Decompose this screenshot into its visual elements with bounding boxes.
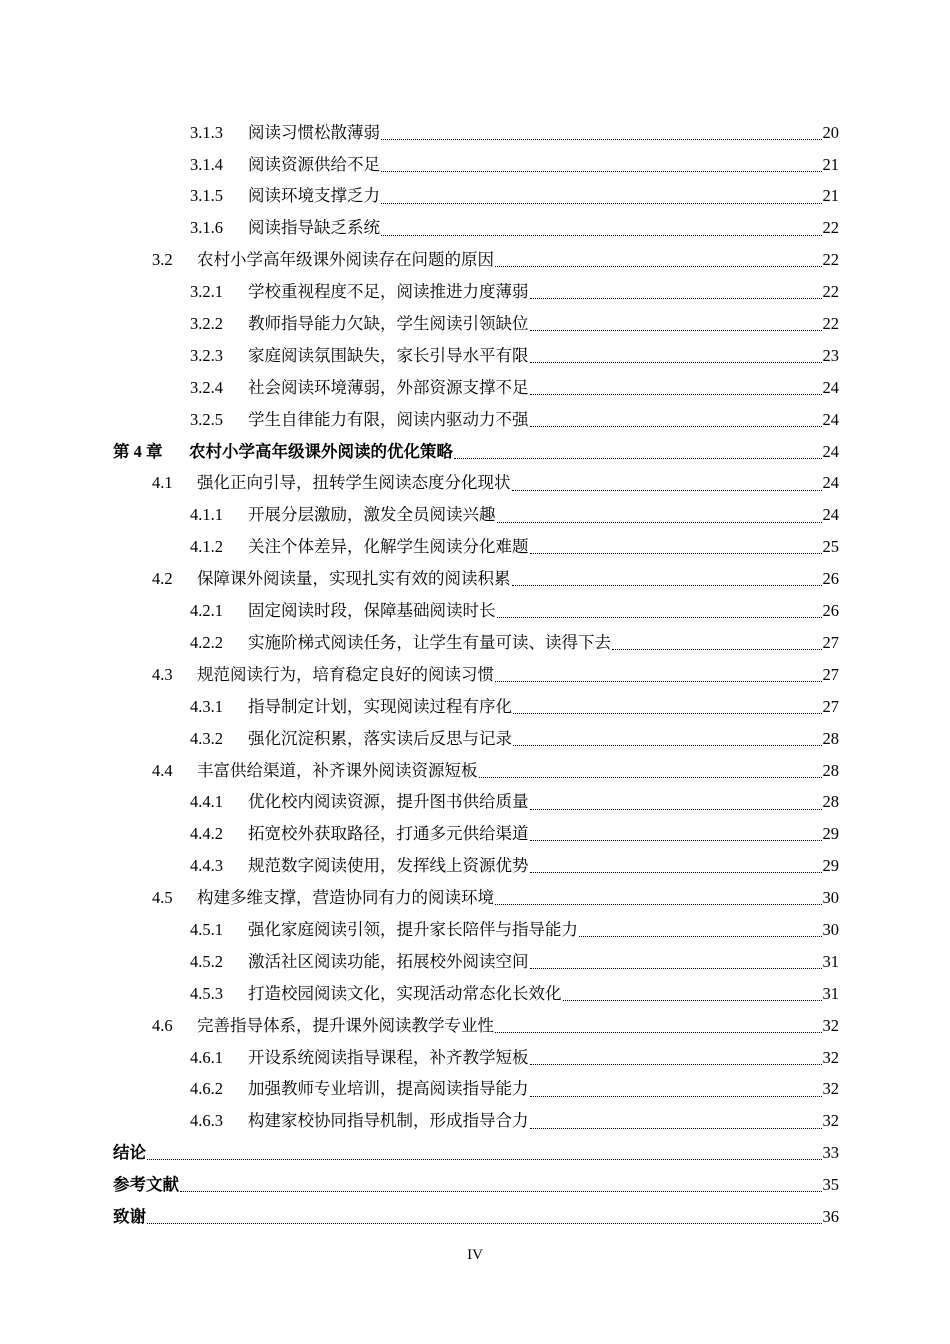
toc-dot-leader xyxy=(530,394,822,395)
toc-entry-title: 强化正向引导，扭转学生阅读态度分化现状 xyxy=(197,473,511,493)
toc-entry-number: 4.6 xyxy=(152,1015,173,1035)
toc-entry-title: 构建家校协同指导机制，形成指导合力 xyxy=(248,1111,529,1131)
toc-entry-page: 21 xyxy=(822,186,839,206)
toc-entry-page: 22 xyxy=(822,250,839,270)
toc-entry-title: 农村小学高年级课外阅读的优化策略 xyxy=(189,441,453,461)
toc-entry-number: 3.2 xyxy=(152,250,173,270)
toc-entry-number: 4.3.2 xyxy=(190,728,223,748)
toc-entry-title: 教师指导能力欠缺，学生阅读引领缺位 xyxy=(248,314,529,334)
toc-entry-title: 农村小学高年级课外阅读存在问题的原因 xyxy=(197,250,494,270)
toc-entry-page: 32 xyxy=(822,1079,839,1099)
toc-entry-title: 阅读环境支撑乏力 xyxy=(248,186,380,206)
toc-entry-page: 30 xyxy=(822,888,839,908)
toc-entry-number: 3.2.1 xyxy=(190,282,223,302)
toc-entry-title: 强化家庭阅读引领，提升家长陪伴与指导能力 xyxy=(248,919,578,939)
toc-entry-title: 开展分层激励，激发全员阅读兴趣 xyxy=(248,505,496,525)
table-of-contents xyxy=(0,117,950,1233)
toc-entry-number: 4.2.1 xyxy=(190,601,223,621)
toc-entry-title: 阅读习惯松散薄弱 xyxy=(248,122,380,142)
toc-entry-number: 3.1.6 xyxy=(190,218,223,238)
toc-entry-page: 27 xyxy=(822,664,839,684)
toc-dot-leader xyxy=(530,330,822,331)
toc-entry-title: 学校重视程度不足，阅读推进力度薄弱 xyxy=(248,282,529,302)
toc-entry[interactable] xyxy=(0,372,950,404)
toc-dot-leader xyxy=(530,1064,822,1065)
toc-entry-title: 完善指导体系，提升课外阅读教学专业性 xyxy=(197,1015,494,1035)
toc-entry-number: 4.6.2 xyxy=(190,1079,223,1099)
toc-entry[interactable] xyxy=(0,627,950,659)
page-number: IV xyxy=(467,1247,483,1263)
toc-entry-number: 4.4.1 xyxy=(190,792,223,812)
toc-entry[interactable] xyxy=(0,850,950,882)
toc-entry-page: 26 xyxy=(822,601,839,621)
toc-entry[interactable] xyxy=(0,1010,950,1042)
toc-entry-number: 4.5.3 xyxy=(190,983,223,1003)
toc-entry-title: 规范阅读行为，培育稳定良好的阅读习惯 xyxy=(197,664,494,684)
toc-entry[interactable] xyxy=(0,819,950,851)
toc-entry-title: 实施阶梯式阅读任务，让学生有量可读、读得下去 xyxy=(248,632,611,652)
toc-entry-title: 优化校内阅读资源，提升图书供给质量 xyxy=(248,792,529,812)
toc-entry-page: 30 xyxy=(822,919,839,939)
toc-dot-leader xyxy=(530,968,822,969)
toc-entry-page: 32 xyxy=(822,1111,839,1131)
toc-entry[interactable] xyxy=(0,1106,950,1138)
toc-entry-number: 4.4.3 xyxy=(190,856,223,876)
toc-entry-page: 31 xyxy=(822,951,839,971)
toc-dot-leader xyxy=(579,936,822,937)
toc-entry-number: 4.6.3 xyxy=(190,1111,223,1131)
toc-entry-title: 打造校园阅读文化，实现活动常态化长效化 xyxy=(248,983,562,1003)
toc-entry-title: 固定阅读时段，保障基础阅读时长 xyxy=(248,601,496,621)
toc-entry[interactable] xyxy=(0,1042,950,1074)
toc-dot-leader xyxy=(612,649,822,650)
toc-dot-leader xyxy=(530,298,822,299)
toc-entry[interactable] xyxy=(0,532,950,564)
toc-dot-leader xyxy=(530,553,822,554)
toc-entry-page: 22 xyxy=(822,282,839,302)
toc-entry-number: 4.4 xyxy=(152,760,173,780)
toc-entry[interactable] xyxy=(0,787,950,819)
toc-entry-page: 20 xyxy=(822,122,839,142)
toc-entry-number: 4.1.1 xyxy=(190,505,223,525)
toc-dot-leader xyxy=(530,1096,822,1097)
toc-entry[interactable] xyxy=(0,436,950,468)
toc-entry[interactable] xyxy=(0,1169,950,1201)
toc-entry-page: 26 xyxy=(822,569,839,589)
toc-entry-page: 22 xyxy=(822,314,839,334)
toc-entry-page: 29 xyxy=(822,856,839,876)
toc-entry[interactable] xyxy=(0,340,950,372)
toc-entry-number: 3.2.4 xyxy=(190,377,223,397)
toc-entry-page: 28 xyxy=(822,760,839,780)
toc-entry-title: 关注个体差异，化解学生阅读分化难题 xyxy=(248,537,529,557)
toc-entry-page: 32 xyxy=(822,1047,839,1067)
toc-dot-leader xyxy=(530,840,822,841)
toc-entry[interactable] xyxy=(0,1201,950,1233)
toc-entry-number: 第 4 章 xyxy=(113,441,163,461)
toc-dot-leader xyxy=(495,681,822,682)
toc-dot-leader xyxy=(530,872,822,873)
toc-entry-title: 家庭阅读氛围缺失，家长引导水平有限 xyxy=(248,345,529,365)
toc-dot-leader xyxy=(147,1223,822,1224)
toc-dot-leader xyxy=(381,235,822,236)
toc-entry-page: 24 xyxy=(822,473,839,493)
toc-entry-title: 丰富供给渠道，补齐课外阅读资源短板 xyxy=(197,760,478,780)
toc-dot-leader xyxy=(495,1032,822,1033)
toc-entry-page: 24 xyxy=(822,377,839,397)
toc-dot-leader xyxy=(497,617,822,618)
toc-dot-leader xyxy=(563,1000,822,1001)
toc-entry[interactable] xyxy=(0,181,950,213)
toc-dot-leader xyxy=(530,809,822,810)
toc-entry[interactable] xyxy=(0,691,950,723)
toc-entry-number: 3.1.3 xyxy=(190,122,223,142)
toc-dot-leader xyxy=(454,458,822,459)
toc-entry-page: 32 xyxy=(822,1015,839,1035)
toc-entry-number: 4.6.1 xyxy=(190,1047,223,1067)
toc-entry-number: 4.3 xyxy=(152,664,173,684)
toc-dot-leader xyxy=(530,362,822,363)
toc-entry-number: 3.1.4 xyxy=(190,154,223,174)
toc-dot-leader xyxy=(530,426,822,427)
toc-entry[interactable] xyxy=(0,659,950,691)
toc-entry-page: 27 xyxy=(822,696,839,716)
toc-entry[interactable] xyxy=(0,563,950,595)
toc-dot-leader xyxy=(512,585,822,586)
toc-entry-page: 24 xyxy=(822,441,839,461)
toc-entry-title: 保障课外阅读量，实现扎实有效的阅读积累 xyxy=(197,569,511,589)
toc-entry-title: 构建多维支撑，营造协同有力的阅读环境 xyxy=(197,888,494,908)
toc-entry-page: 24 xyxy=(822,409,839,429)
toc-entry-page: 21 xyxy=(822,154,839,174)
toc-entry-title: 指导制定计划，实现阅读过程有序化 xyxy=(248,696,512,716)
toc-entry-number: 4.5.1 xyxy=(190,919,223,939)
toc-entry-page: 25 xyxy=(822,537,839,557)
toc-entry-number: 4.5.2 xyxy=(190,951,223,971)
toc-dot-leader xyxy=(512,490,822,491)
toc-dot-leader xyxy=(381,171,822,172)
toc-dot-leader xyxy=(497,522,822,523)
toc-entry-number: 3.2.5 xyxy=(190,409,223,429)
toc-entry-page: 28 xyxy=(822,792,839,812)
toc-entry-page: 24 xyxy=(822,505,839,525)
toc-entry[interactable] xyxy=(0,468,950,500)
toc-entry[interactable] xyxy=(0,978,950,1010)
toc-entry-title: 社会阅读环境薄弱，外部资源支撑不足 xyxy=(248,377,529,397)
toc-entry[interactable] xyxy=(0,149,950,181)
toc-entry-number: 4.5 xyxy=(152,888,173,908)
toc-entry-page: 28 xyxy=(822,728,839,748)
toc-entry-number: 4.2.2 xyxy=(190,632,223,652)
toc-entry[interactable] xyxy=(0,946,950,978)
toc-entry-page: 31 xyxy=(822,983,839,1003)
toc-entry-page: 29 xyxy=(822,824,839,844)
toc-entry-number: 4.2 xyxy=(152,569,173,589)
toc-entry-title: 开设系统阅读指导课程，补齐教学短板 xyxy=(248,1047,529,1067)
toc-entry-title: 阅读资源供给不足 xyxy=(248,154,380,174)
toc-entry[interactable] xyxy=(0,882,950,914)
toc-entry-title: 激活社区阅读功能，拓展校外阅读空间 xyxy=(248,951,529,971)
toc-entry-title: 阅读指导缺乏系统 xyxy=(248,218,380,238)
toc-entry-page: 27 xyxy=(822,632,839,652)
toc-dot-leader xyxy=(513,745,822,746)
toc-entry[interactable] xyxy=(0,914,950,946)
toc-entry[interactable] xyxy=(0,595,950,627)
toc-entry[interactable] xyxy=(0,308,950,340)
toc-entry-page: 22 xyxy=(822,218,839,238)
toc-entry-title: 加强教师专业培训，提高阅读指导能力 xyxy=(248,1079,529,1099)
toc-entry-title: 结论 xyxy=(113,1143,146,1163)
toc-dot-leader xyxy=(513,713,822,714)
toc-entry-number: 3.2.3 xyxy=(190,345,223,365)
toc-entry[interactable] xyxy=(0,213,950,245)
toc-entry-number: 3.2.2 xyxy=(190,314,223,334)
toc-entry-number: 4.1 xyxy=(152,473,173,493)
toc-dot-leader xyxy=(381,139,822,140)
toc-entry[interactable] xyxy=(0,404,950,436)
toc-entry[interactable] xyxy=(0,755,950,787)
toc-dot-leader xyxy=(495,266,822,267)
toc-entry-title: 参考文献 xyxy=(113,1175,179,1195)
toc-entry-title: 学生自律能力有限，阅读内驱动力不强 xyxy=(248,409,529,429)
toc-entry[interactable] xyxy=(0,1074,950,1106)
toc-entry-title: 强化沉淀积累，落实读后反思与记录 xyxy=(248,728,512,748)
toc-entry-page: 35 xyxy=(822,1175,839,1195)
toc-entry-page: 23 xyxy=(822,345,839,365)
toc-entry-title: 拓宽校外获取路径，打通多元供给渠道 xyxy=(248,824,529,844)
toc-dot-leader xyxy=(180,1191,822,1192)
toc-entry[interactable] xyxy=(0,276,950,308)
toc-dot-leader xyxy=(530,1128,822,1129)
toc-entry-number: 4.3.1 xyxy=(190,696,223,716)
toc-entry-title: 致谢 xyxy=(113,1206,146,1226)
toc-entry[interactable] xyxy=(0,245,950,277)
toc-entry-page: 36 xyxy=(822,1206,839,1226)
toc-entry-number: 3.1.5 xyxy=(190,186,223,206)
toc-entry[interactable] xyxy=(0,500,950,532)
toc-dot-leader xyxy=(147,1159,822,1160)
toc-entry-title: 规范数字阅读使用，发挥线上资源优势 xyxy=(248,856,529,876)
toc-entry-number: 4.4.2 xyxy=(190,824,223,844)
toc-entry[interactable] xyxy=(0,1138,950,1170)
toc-entry[interactable] xyxy=(0,117,950,149)
toc-entry-number: 4.1.2 xyxy=(190,537,223,557)
toc-entry[interactable] xyxy=(0,723,950,755)
toc-dot-leader xyxy=(381,203,822,204)
toc-dot-leader xyxy=(495,904,822,905)
toc-dot-leader xyxy=(479,777,822,778)
toc-entry-page: 33 xyxy=(822,1143,839,1163)
